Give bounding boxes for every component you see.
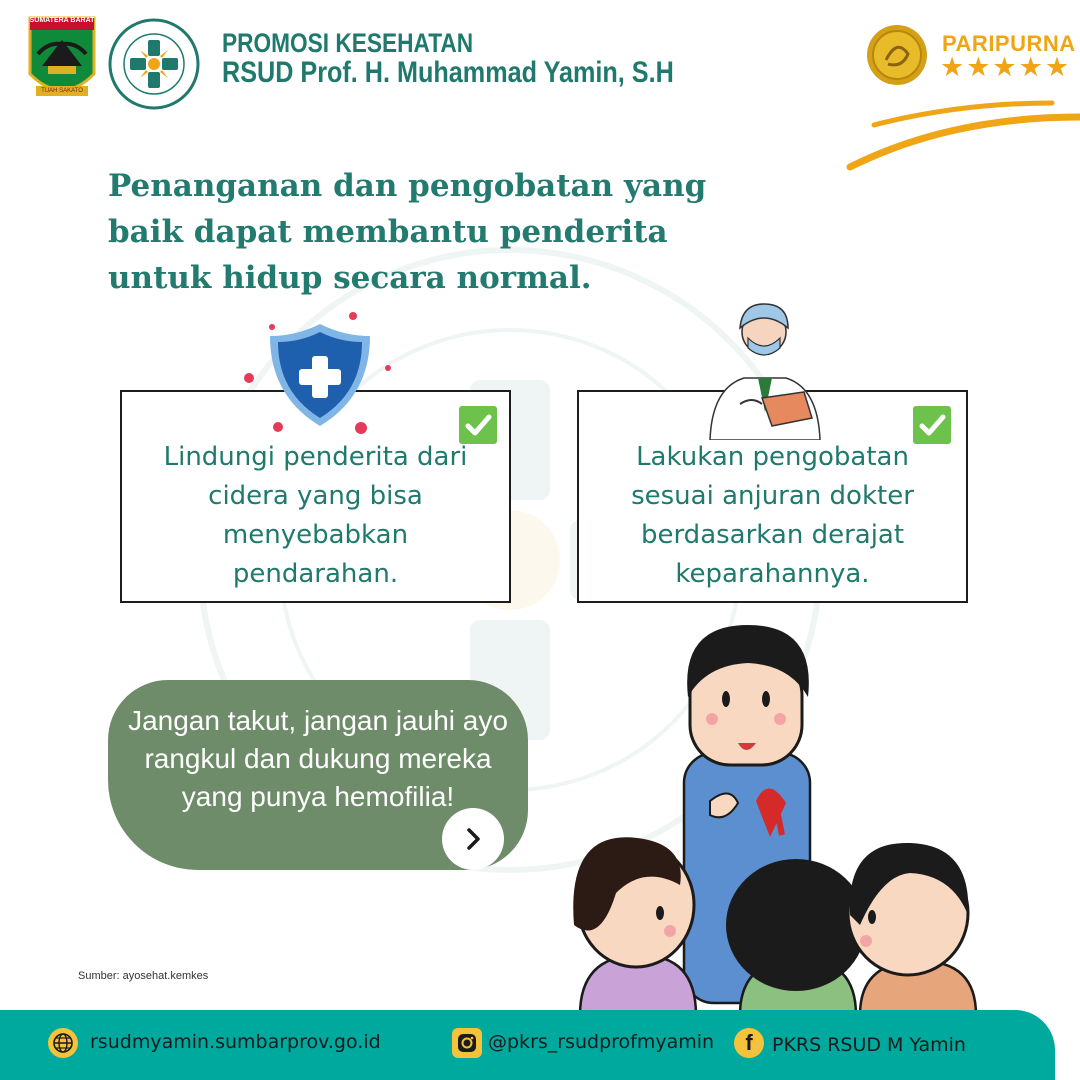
- support-message: Jangan takut, jangan jauhi ayo rangkul dan dukung mereka yang punya hemofilia!: [128, 705, 508, 812]
- header-hospital-name: RSUD Prof. H. Muhammad Yamin, S.H: [222, 56, 674, 89]
- province-logo-text: SUMATERA BARAT: [29, 17, 95, 24]
- next-arrow-button[interactable]: [442, 808, 504, 870]
- accreditation-stars: ★★★★★: [940, 52, 1072, 83]
- main-heading: Penanganan dan pengobatan yang baik dapat membantu penderita untuk hidup secara normal.: [108, 168, 707, 296]
- instagram-icon: [452, 1028, 482, 1058]
- support-group-illustration: [560, 625, 980, 1015]
- header-title: PROMOSI KESEHATAN: [222, 28, 474, 58]
- source-citation: Sumber: ayosehat.kemkes: [78, 970, 209, 982]
- globe-icon: [48, 1028, 78, 1058]
- tip-card-text: Lakukan pengobatan sesuai anjuran dokter berdasarkan derajat keparahannya.: [631, 442, 914, 589]
- footer-website-link[interactable]: rsudmyamin.sumbarprov.go.id: [90, 1031, 381, 1053]
- footer-facebook-link[interactable]: PKRS RSUD M Yamin: [772, 1034, 966, 1056]
- doctor-illustration: [700, 292, 830, 440]
- facebook-icon: f: [734, 1028, 764, 1058]
- province-logo-motto: TUAH SAKATO: [41, 88, 83, 94]
- decorative-swoosh: [840, 95, 1080, 180]
- hospital-logo: [108, 18, 200, 110]
- footer-instagram-link[interactable]: @pkrs_rsudprofmyamin: [488, 1031, 715, 1053]
- chevron-right-icon: [458, 824, 488, 854]
- accreditation-label: PARIPURNA: [942, 31, 1076, 56]
- accreditation-medal-icon: [866, 24, 928, 86]
- tip-card-text: Lindungi penderita dari cidera yang bisa menyebabkan pendarahan.: [163, 442, 468, 589]
- shield-plus-icon: [240, 310, 400, 440]
